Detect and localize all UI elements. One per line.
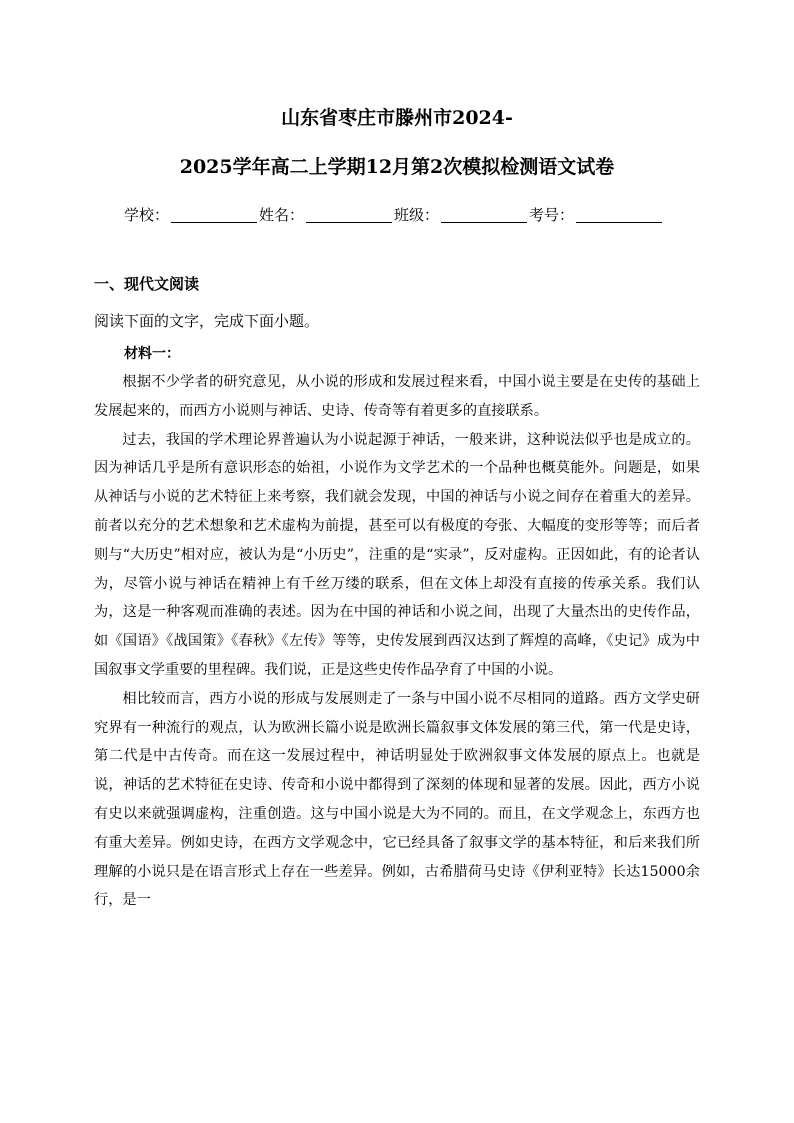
exam-title-line-1: 山东省枣庄市滕州市2024- bbox=[281, 107, 513, 129]
paragraph-1: 根据不少学者的研究意见，从小说的形成和发展过程来看，中国小说主要是在史传的基础上发展起来的，而西方小说则与神话、史诗、传奇等有着更多的直接联系。 bbox=[94, 374, 700, 419]
exam-title-line-2: 2025学年高二上学期12月第2次模拟检测语文试卷 bbox=[179, 156, 615, 178]
paragraph-3: 相比较而言，西方小说的形成与发展则走了一条与中国小说不尽相同的道路。西方文学史研究界有一种流行的观点，认为欧洲长篇小说是欧洲长篇叙事文体发展的第三代，第一代是史诗，第二代是中古传奇。而在这一发展过程中，神话明显处于欧洲叙事文体发展的原点上。也就是说，神话的艺术特征在史诗、传奇和小说中都得到了深刻的体现和显著的发展。因此，西方小说有史以来就强调虚构，注重创造。这与中国小说是大为不同的。而且，在文学观念上，东西方也有重大差异。例如史诗，在西方文学观念中，它已经具备了叙事文学的基本特征，和后来我们所理解的小说只是在语言形式上存在一些差异。例如，古希腊荷马史诗《伊利亚特》长达15000余行，是一 bbox=[94, 690, 700, 909]
material-label: 材料一： bbox=[124, 346, 180, 362]
class-label: 班级： bbox=[394, 206, 440, 224]
name-blank[interactable] bbox=[306, 206, 392, 223]
name-label: 姓名： bbox=[259, 206, 305, 224]
exam-number-label: 考号： bbox=[529, 206, 575, 224]
student-info-row bbox=[124, 204, 684, 225]
paragraph-2: 过去，我国的学术理论界普遍认为小说起源于神话，一般来讲，这种说法似乎也是成立的。因为神话几乎是所有意识形态的始祖，小说作为文学艺术的一个品种也概莫能外。问题是，如果从神话与小说的艺术特征上来考察，我们就会发现，中国的神话与小说之间存在着重大的差异。前者以充分的艺术想象和艺术虚构为前提，甚至可以有极度的夸张、大幅度的变形等等；而后者则与“大历史”相对应，被认为是“小历史”，注重的是“实录”，反对虚构。正因如此，有的论者认为，尽管小说与神话在精神上有千丝万缕的联系，但在文体上却没有直接的传承关系。我们认为，这是一种客观而准确的表述。因为在中国的神话和小说之间，出现了大量杰出的史传作品，如《国语》《战国策》《春秋》《左传》等等，史传发展到西汉达到了辉煌的高峰，《史记》成为中国叙事文学重要的里程碑。我们说，正是这些史传作品孕育了中国的小说。 bbox=[94, 431, 700, 678]
reading-instruction: 阅读下面的文字，完成下面小题。 bbox=[94, 312, 320, 330]
school-blank[interactable] bbox=[171, 206, 257, 223]
section-heading: 一、现代文阅读 bbox=[94, 275, 200, 293]
class-blank[interactable] bbox=[441, 206, 527, 223]
material-body bbox=[94, 368, 700, 915]
exam-number-blank[interactable] bbox=[576, 206, 662, 223]
school-label: 学校： bbox=[124, 206, 170, 224]
